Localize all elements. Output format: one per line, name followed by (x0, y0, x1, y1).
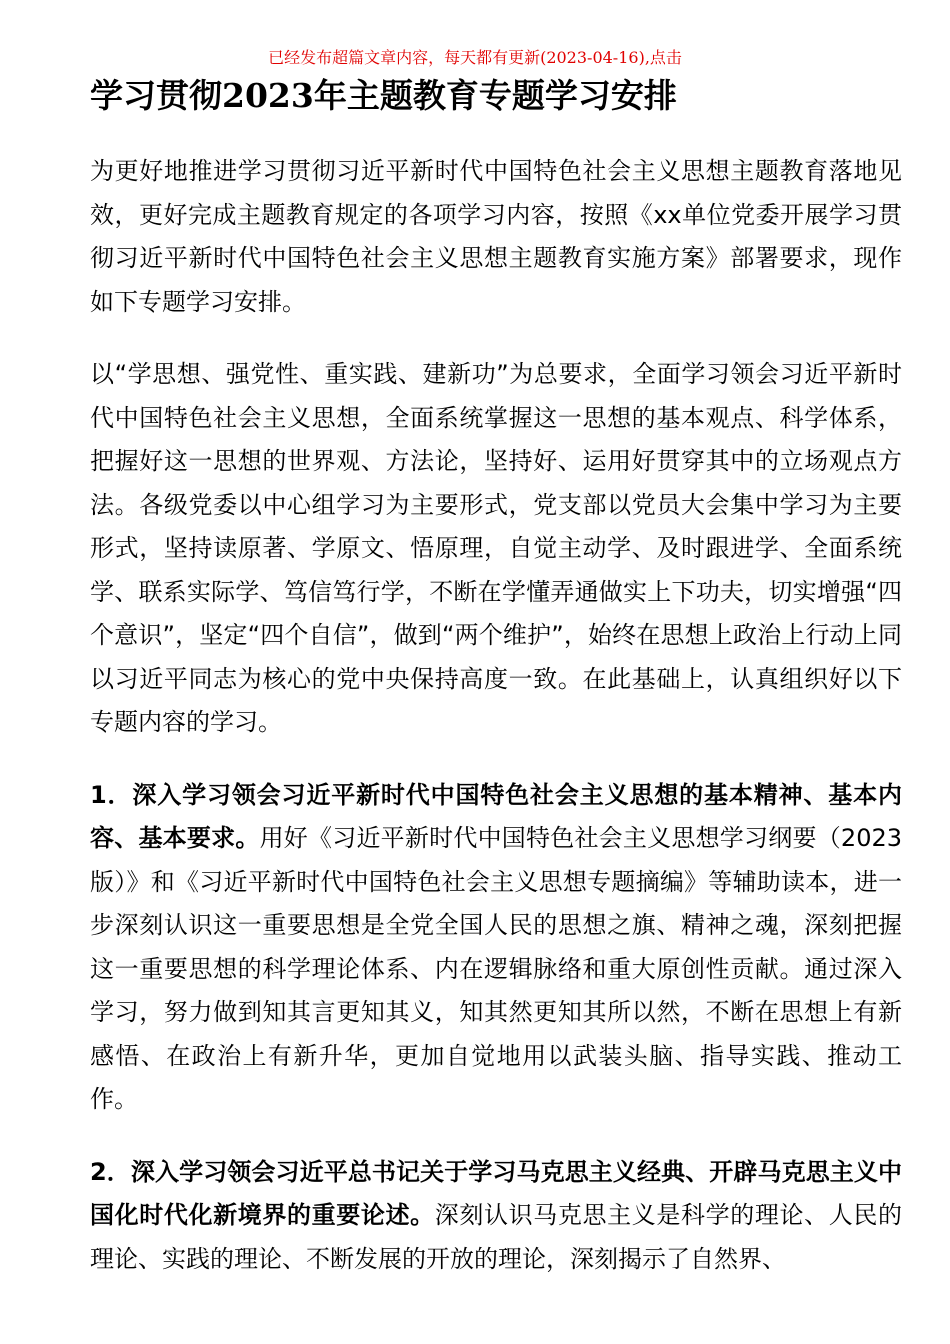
page-title: 学习贯彻2023年主题教育专题学习安排 (90, 76, 677, 115)
topic-2-paragraph (90, 1151, 902, 1282)
topic-2-heading: 2．深入学习领会习近平总书记关于学习马克思主义经典、开辟马克思主义中国化时代化新境界的重要论述。 (90, 1157, 902, 1229)
update-notice-banner[interactable]: 已经发布超篇文章内容，每天都有更新(2023-04-16),点击 (268, 48, 682, 67)
topic-2-text: 深刻认识马克思主义是科学的理论、人民的理论、实践的理论、不断发展的开放的理论，深刻揭示了自然界、 (90, 1201, 902, 1273)
topic-1-paragraph (90, 774, 902, 1122)
document-body (90, 150, 902, 1310)
topic-1-heading: 1．深入学习领会习近平新时代中国特色社会主义思想的基本精神、基本内容、基本要求。 (90, 780, 902, 852)
intro-paragraph: 为更好地推进学习贯彻习近平新时代中国特色社会主义思想主题教育落地见效，更好完成主题教育规定的各项学习内容，按照《xx单位党委开展学习贯彻习近平新时代中国特色社会主义思想主题教育实施方案》部署要求，现作如下专题学习安排。 (90, 157, 902, 316)
topic-1-text: 用好《习近平新时代中国特色社会主义思想学习纲要（2023版）》和《习近平新时代中国特色社会主义思想专题摘编》等辅助读本，进一步深刻认识这一重要思想是全党全国人民的思想之旗、精神之魂，深刻把握这一重要思想的科学理论体系、内在逻辑脉络和重大原创性贡献。通过深入学习，努力做到知其言更知其义，知其然更知其所以然，不断在思想上有新感悟、在政治上有新升华，更加自觉地用以武装头脑、指导实践、推动工作。 (90, 824, 902, 1113)
requirements-paragraph: 以“学思想、强党性、重实践、建新功”为总要求，全面学习领会习近平新时代中国特色社会主义思想，全面系统掌握这一思想的基本观点、科学体系，把握好这一思想的世界观、方法论，坚持好、运用好贯穿其中的立场观点方法。各级党委以中心组学习为主要形式，党支部以党员大会集中学习为主要形式，坚持读原著、学原文、悟原理，自觉主动学、及时跟进学、全面系统学、联系实际学、笃信笃行学，不断在学懂弄通做实上下功夫，切实增强“四个意识”，坚定“四个自信”，做到“两个维护”，始终在思想上政治上行动上同以习近平同志为核心的党中央保持高度一致。在此基础上，认真组织好以下专题内容的学习。 (90, 360, 902, 736)
